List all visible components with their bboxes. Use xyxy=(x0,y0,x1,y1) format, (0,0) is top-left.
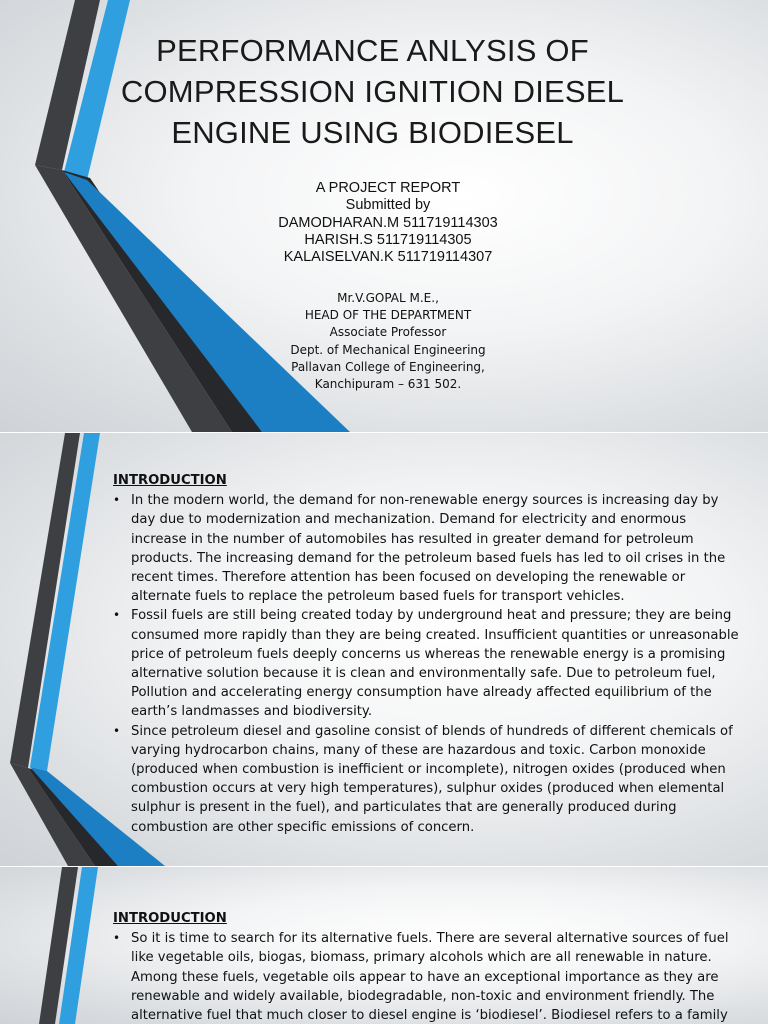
guide-line: Dept. of Mechanical Engineering xyxy=(290,342,486,357)
title-line: PERFORMANCE ANLYSIS OF xyxy=(156,33,589,68)
bullet-list xyxy=(113,491,743,837)
bullet-item: • Since petroleum diesel and gasoline consist of blends of hundreds of different chemicals of varying hydrocarbon chains, many of these are hazardous and toxic. Carbon monoxide (produced when combustion is inefficient or incomplete), nitrogen oxides (produced when combustion occurs at very high temperatures), sulphur oxides (produced when elemental sulphur is present in the fuel), and particulates that are generally produced during combustion are other specific emissions of concern. xyxy=(113,722,743,837)
report-line: KALAISELVAN.K 511719114307 xyxy=(283,249,493,266)
guide-line: Pallavan College of Engineering, xyxy=(291,359,485,374)
bullet-item: • Fossil fuels are still being created today by underground heat and pressure; they are being consumed more rapidly than they are being created. Insufficient quantities or unreasonable price of petroleum fuels deeply concerns us whereas the renewable energy is a promising alternative solution because it is clean and environmentally safe. Due to petroleum fuel, Pollution and accelerating energy consumption have already affected equilibrium of the earth’s landmasses and biodiversity. xyxy=(113,606,743,721)
title-line: ENGINE USING BIODIESEL xyxy=(171,115,574,150)
report-line: HARISH.S 511719114305 xyxy=(304,231,472,248)
title-line: COMPRESSION IGNITION DIESEL xyxy=(120,74,625,109)
report-line: A PROJECT REPORT xyxy=(315,180,461,196)
guide-line: Kanchipuram – 631 502. xyxy=(314,377,462,392)
presentation-title xyxy=(100,30,645,153)
slide-introduction-2 xyxy=(0,867,768,1024)
slide-title xyxy=(0,0,768,432)
guide-line: Associate Professor xyxy=(329,325,447,340)
report-line: DAMODHARAN.M 511719114303 xyxy=(278,214,498,231)
project-report-block xyxy=(230,180,546,266)
guide-line: HEAD OF THE DEPARTMENT xyxy=(304,308,472,323)
guide-line: Mr.V.GOPAL M.E., xyxy=(337,291,439,305)
slide-introduction-1 xyxy=(0,433,768,866)
report-line: Submitted by xyxy=(345,197,431,214)
section-heading: INTRODUCTION xyxy=(113,473,227,488)
intro-content xyxy=(113,471,743,837)
bullet-item: • In the modern world, the demand for non-renewable energy sources is increasing day by day due to modernization and mechanization. Demand for electricity and enormous increase in the number of automobiles has resulted in greater demand for petroleum products. The increasing demand for the petroleum based fuels has led to oil crises in the recent times. Therefore attention has been focused on developing the renewable or alternate fuels to replace the petroleum based fuels for transport vehicles. xyxy=(113,491,743,606)
bullet-list xyxy=(113,929,743,1024)
section-heading: INTRODUCTION xyxy=(113,911,227,926)
intro-content-continued xyxy=(113,909,743,1024)
guide-block xyxy=(230,290,546,393)
bullet-item: • So it is time to search for its alternative fuels. There are several alternative sources of fuel like vegetable oils, biogas, biomass, primary alcohols which are all renewable in nature. Among these fuels, vegetable oils appear to have an exceptional importance as they are renewable and widely available, biodegradable, non-toxic and environment friendly. The alternative fuel that much closer to diesel engine is ‘biodiesel’. Biodiesel refers to a family xyxy=(113,929,743,1024)
